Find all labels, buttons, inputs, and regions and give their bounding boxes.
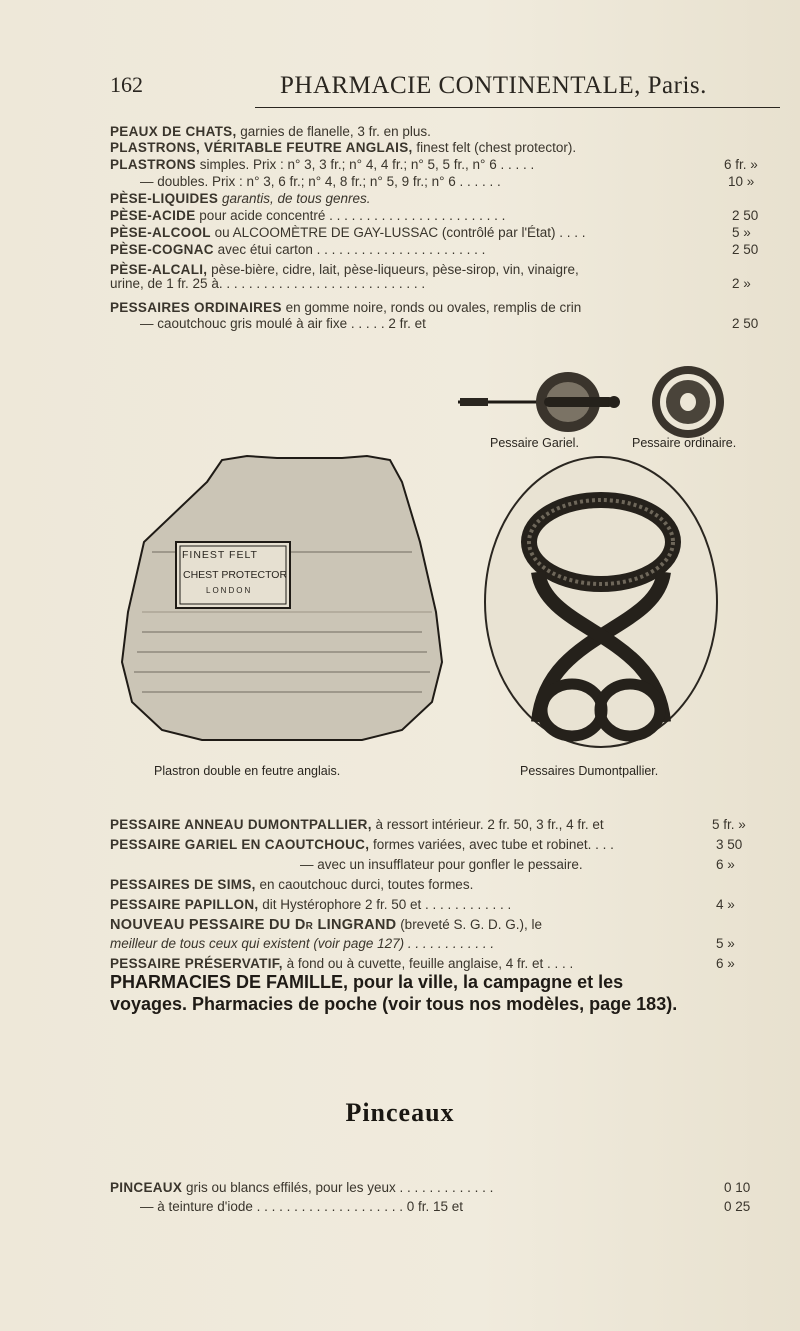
plastron-label-line2: CHEST PROTECTOR <box>183 569 288 581</box>
entry-pessaires-ordinaires: PESSAIRES ORDINAIRES en gomme noire, ronds ou ovales, remplis de crin <box>110 300 582 315</box>
entry-pese-alcali: PÈSE-ALCALI, pèse-bière, cidre, lait, pèse-liqueurs, pèse-sirop, vin, vinaigre, <box>110 262 579 277</box>
running-title: PHARMACIE CONTINENTALE, Paris. <box>280 72 707 99</box>
price-pese-cognac: 2 50 <box>732 242 759 257</box>
family-notice-line1: PHARMACIES DE FAMILLE, pour la ville, la campagne et les <box>110 972 624 992</box>
price-pessaires-caoutchouc: 2 50 <box>732 316 759 331</box>
price-pessaire-preservatif: 6 » <box>716 956 735 971</box>
entry-nouveau-pessaire-cont: meilleur de tous ceux qui existent (voir page 127) . . . . . . . . . . . . <box>110 936 495 951</box>
price-pese-acide: 2 50 <box>732 208 759 223</box>
price-plastrons-doubles: 10 » <box>728 174 755 189</box>
plastron-label-line1: FINEST FELT <box>182 549 258 561</box>
entry-pessaire-papillon: PESSAIRE PAPILLON, dit Hystérophore 2 fr. 50 et . . . . . . . . . . . . <box>110 897 512 912</box>
family-notice-line2: voyages. Pharmacies de poche (voir tous nos modèles, page 183). <box>110 994 678 1014</box>
entry-pinceaux-iode: — à teinture d'iode . . . . . . . . . . . . . . . . . . . . 0 fr. 15 et <box>140 1199 463 1214</box>
entry-pessaire-gariel: PESSAIRE GARIEL EN CAOUTCHOUC, formes variées, avec tube et robinet. . . . <box>110 837 614 852</box>
plastron-illustration <box>112 452 452 742</box>
price-pessaire-gariel-insufflateur: 6 » <box>716 857 735 872</box>
price-pinceaux-yeux: 0 10 <box>724 1180 751 1195</box>
pessaires-dumontpallier-illustration <box>476 452 726 750</box>
entry-pessaires-caoutchouc: — caoutchouc gris moulé à air fixe . . . . . 2 fr. et <box>140 316 426 331</box>
price-pese-alcool: 5 » <box>732 225 751 240</box>
entry-plastrons-feutre: PLASTRONS, VÉRITABLE FEUTRE ANGLAIS, finest felt (chest protector). <box>110 140 577 155</box>
price-pessaire-anneau: 5 fr. » <box>712 817 746 832</box>
entry-pese-alcali-cont: urine, de 1 fr. 25 à. . . . . . . . . . . . . . . . . . . . . . . . . . . . <box>110 276 426 291</box>
pessaire-ordinaire-illustration <box>646 362 730 442</box>
caption-pessaires-dumontpallier: Pessaires Dumontpallier. <box>520 764 659 778</box>
price-pinceaux-iode: 0 25 <box>724 1199 751 1214</box>
page-header <box>110 72 710 106</box>
caption-pessaire-ordinaire: Pessaire ordinaire. <box>632 436 737 450</box>
price-pese-alcali: 2 » <box>732 276 751 291</box>
entry-pessaire-preservatif: PESSAIRE PRÉSERVATIF, à fond ou à cuvette, feuille anglaise, 4 fr. et . . . . <box>110 956 574 971</box>
entry-pese-acide: PÈSE-ACIDE pour acide concentré . . . . . . . . . . . . . . . . . . . . . . . . <box>110 208 506 223</box>
price-nouveau-pessaire: 5 » <box>716 936 735 951</box>
price-plastrons-simples: 6 fr. » <box>724 157 758 172</box>
page-number: 162 <box>110 72 143 97</box>
entry-peaux: PEAUX DE CHATS, garnies de flanelle, 3 fr. en plus. <box>110 124 431 139</box>
caption-plastron: Plastron double en feutre anglais. <box>154 764 341 778</box>
caption-pessaire-gariel: Pessaire Gariel. <box>490 436 579 450</box>
entry-pese-liquides: PÈSE-LIQUIDES garantis, de tous genres. <box>110 191 371 206</box>
entry-plastrons-doubles: — doubles. Prix : n° 3, 6 fr.; n° 4, 8 fr.; n° 5, 9 fr.; n° 6 . . . . . . <box>140 174 501 189</box>
section-title-pinceaux: Pinceaux <box>345 1098 455 1127</box>
header-rule <box>255 107 780 108</box>
entry-pessaire-gariel-insufflateur: — avec un insufflateur pour gonfler le pessaire. <box>300 857 583 872</box>
entry-pessaire-anneau: PESSAIRE ANNEAU DUMONTPALLIER, à ressort intérieur. 2 fr. 50, 3 fr., 4 fr. et <box>110 817 604 832</box>
entry-pese-alcool: PÈSE-ALCOOL ou ALCOOMÈTRE DE GAY-LUSSAC (contrôlé par l'État) . . . . <box>110 225 586 240</box>
entry-pese-cognac: PÈSE-COGNAC avec étui carton . . . . . . . . . . . . . . . . . . . . . . . <box>110 242 486 257</box>
entry-pinceaux-yeux: PINCEAUX gris ou blancs effilés, pour les yeux . . . . . . . . . . . . . <box>110 1180 494 1195</box>
pessaire-gariel-illustration <box>452 366 622 438</box>
entry-nouveau-pessaire: NOUVEAU PESSAIRE DU Dr LINGRAND (breveté S. G. D. G.), le <box>110 917 542 933</box>
entry-pessaires-sims: PESSAIRES DE SIMS, en caoutchouc durci, toutes formes. <box>110 877 474 892</box>
price-pessaire-gariel: 3 50 <box>716 837 743 852</box>
plastron-label-line3: LONDON <box>206 586 253 595</box>
price-pessaire-papillon: 4 » <box>716 897 735 912</box>
entry-plastrons-simples: PLASTRONS simples. Prix : n° 3, 3 fr.; n° 4, 4 fr.; n° 5, 5 fr., n° 6 . . . . . <box>110 157 535 172</box>
